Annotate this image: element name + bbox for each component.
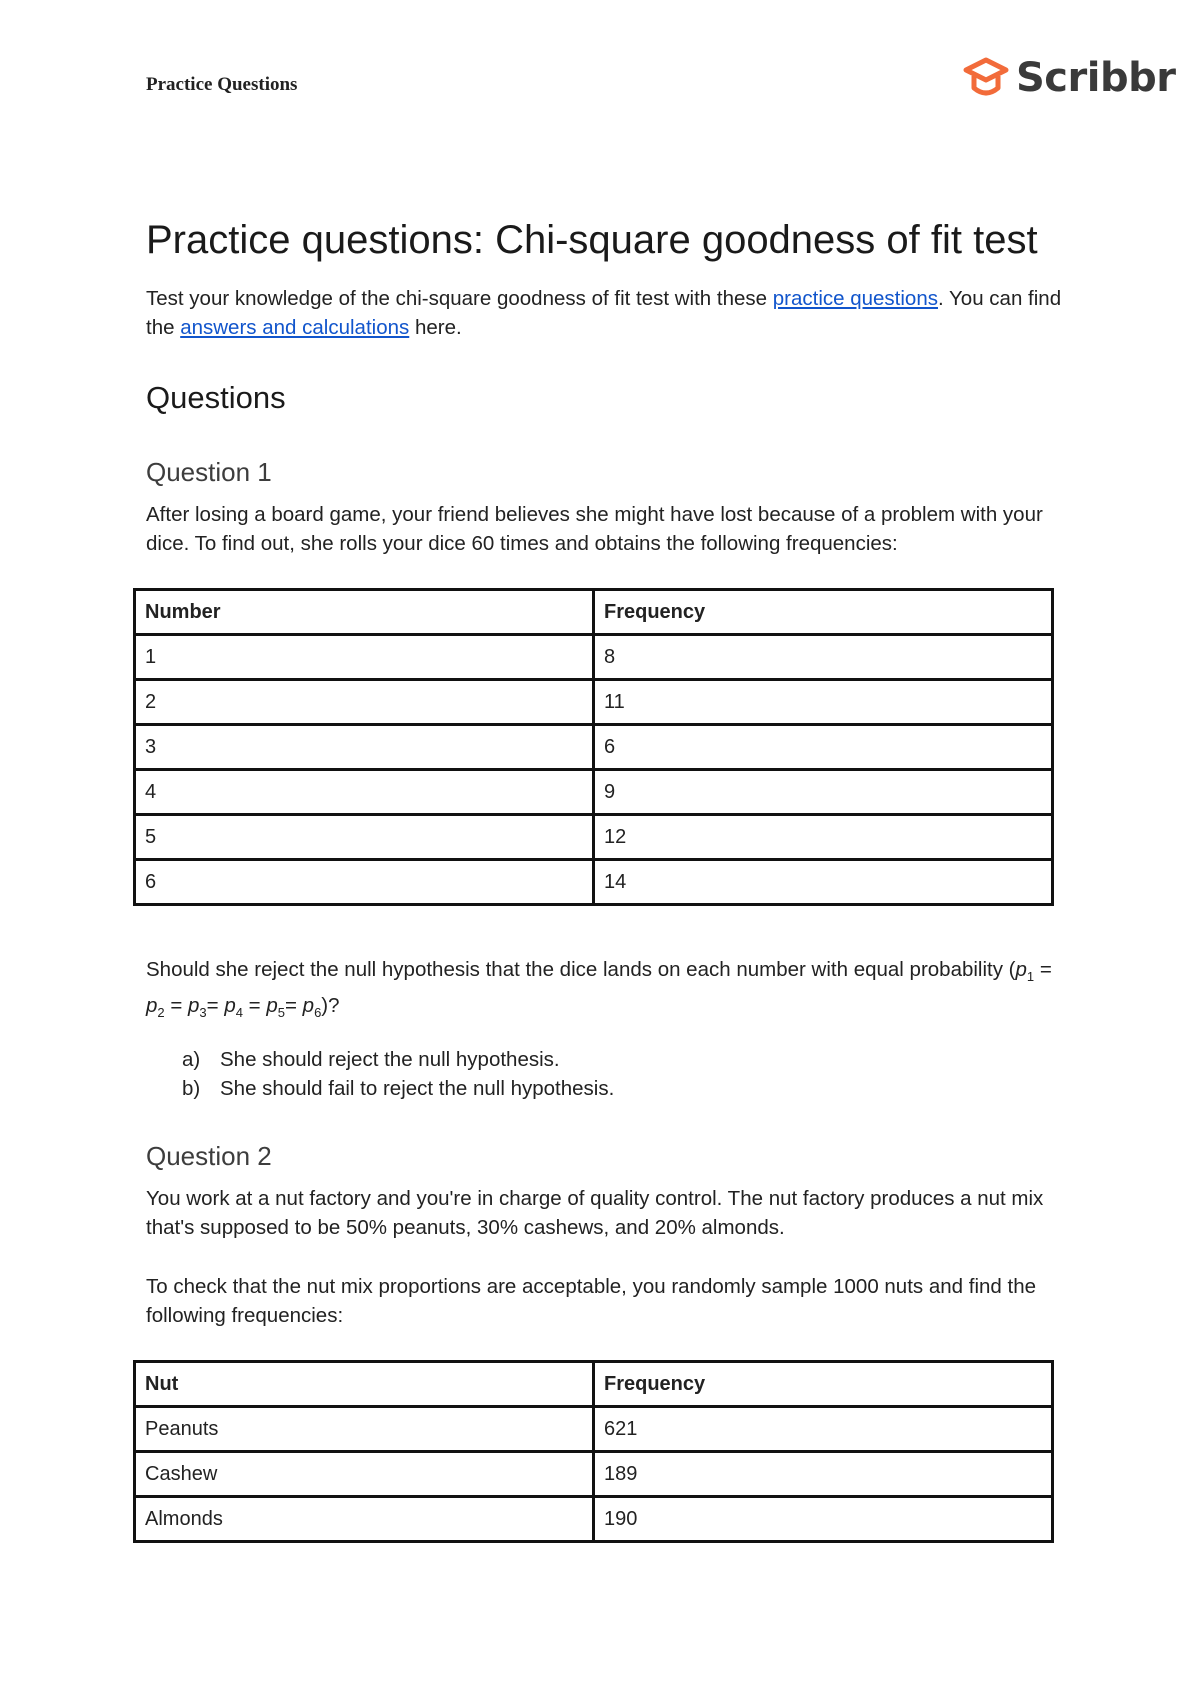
option-text: She should reject the null hypothesis. — [220, 1048, 560, 1071]
table-header-cell: Frequency — [594, 590, 1053, 635]
equals-sign: = — [206, 994, 225, 1018]
question-1-heading: Question 1 — [146, 457, 272, 487]
option-a — [182, 1045, 614, 1074]
table-cell: 11 — [594, 680, 1053, 725]
table-row — [135, 860, 1053, 905]
table-cell: 189 — [594, 1452, 1053, 1497]
subscript: 5 — [277, 1005, 285, 1021]
table-cell: 9 — [594, 770, 1053, 815]
equals-sign: = — [284, 994, 303, 1018]
option-marker: a) — [182, 1048, 201, 1071]
equals-sign: = — [164, 994, 189, 1018]
table-header-cell: Number — [135, 590, 594, 635]
subscript: 1 — [1026, 969, 1035, 985]
table-row — [135, 770, 1053, 815]
equals-sign: = — [1034, 958, 1052, 981]
dice-frequency-table — [133, 588, 1054, 906]
page-header-label: Practice Questions — [146, 74, 298, 95]
table-cell: 6 — [135, 860, 594, 905]
question-2-text-1: You work at a nut factory and you're in charge of quality control. The nut factory produces a nut mix that's supposed to be 50% peanuts, 30% cashews, and 20% almonds. — [146, 1187, 1044, 1239]
table-cell: 12 — [594, 815, 1053, 860]
intro-paragraph — [146, 284, 1076, 342]
p-symbol: p — [302, 994, 315, 1018]
subscript: 4 — [235, 1005, 243, 1021]
p-symbol: p — [188, 994, 200, 1018]
subscript: 2 — [157, 1005, 165, 1021]
table-header-row — [135, 1362, 1053, 1407]
table-cell: 2 — [135, 680, 594, 725]
answers-and-calculations-link[interactable]: answers and calculations — [180, 316, 410, 339]
table-cell: Cashew — [135, 1452, 594, 1497]
table-header-cell: Nut — [135, 1362, 594, 1407]
table-header-cell: Frequency — [594, 1362, 1053, 1407]
answer-options — [182, 1045, 614, 1103]
logo-text: Scribbr — [1016, 55, 1176, 101]
question-1-text: After losing a board game, your friend believes she might have lost because of a problem with your dice. To find out, she rolls your dice 60 times and obtains the following frequencies: — [146, 503, 1043, 555]
questions-heading: Questions — [146, 380, 286, 415]
table-cell: 1 — [135, 635, 594, 680]
table-cell: Almonds — [135, 1497, 594, 1542]
nut-frequency-table — [133, 1360, 1054, 1543]
table-row — [135, 1452, 1053, 1497]
graduation-cap-icon — [962, 56, 1010, 100]
table-header-row — [135, 590, 1053, 635]
subscript: 3 — [199, 1005, 207, 1021]
practice-questions-link[interactable]: practice questions — [772, 287, 938, 310]
table-cell: 8 — [594, 635, 1053, 680]
intro-text-3: here. — [409, 316, 462, 339]
page-title: Practice questions: Chi-square goodness of fit test — [146, 218, 1038, 262]
table-cell: 190 — [594, 1497, 1053, 1542]
intro-text-1: Test your knowledge of the chi-square goodness of fit test with these — [146, 287, 773, 310]
table-row — [135, 815, 1053, 860]
table-cell: 4 — [135, 770, 594, 815]
equals-sign: = — [242, 994, 267, 1018]
p-symbol: p — [266, 994, 278, 1018]
table-row — [135, 725, 1053, 770]
question-1-prompt — [146, 955, 1076, 1027]
option-text: She should fail to reject the null hypothesis. — [220, 1077, 615, 1100]
question-2-text-2: To check that the nut mix proportions are acceptable, you randomly sample 1000 nuts and find the following frequencies: — [146, 1275, 1036, 1327]
table-cell: 621 — [594, 1407, 1053, 1452]
prompt-end: )? — [321, 994, 340, 1018]
intro-text-2: . You can find the — [146, 287, 1062, 339]
table-row — [135, 680, 1053, 725]
p-symbol: p — [1015, 958, 1027, 981]
subscript: 6 — [314, 1005, 322, 1021]
scribbr-logo — [962, 56, 1175, 100]
table-cell: 14 — [594, 860, 1053, 905]
table-cell: 6 — [594, 725, 1053, 770]
table-cell: 3 — [135, 725, 594, 770]
prompt-text: Should she reject the null hypothesis that the dice lands on each number with equal probability ( — [146, 958, 1016, 981]
table-cell: Peanuts — [135, 1407, 594, 1452]
table-row — [135, 1407, 1053, 1452]
question-2-heading: Question 2 — [146, 1141, 272, 1171]
table-cell: 5 — [135, 815, 594, 860]
p-symbol: p — [224, 994, 236, 1018]
option-b — [182, 1074, 614, 1103]
table-row — [135, 635, 1053, 680]
p-symbol: p — [146, 994, 158, 1018]
option-marker: b) — [182, 1077, 201, 1100]
table-row — [135, 1497, 1053, 1542]
